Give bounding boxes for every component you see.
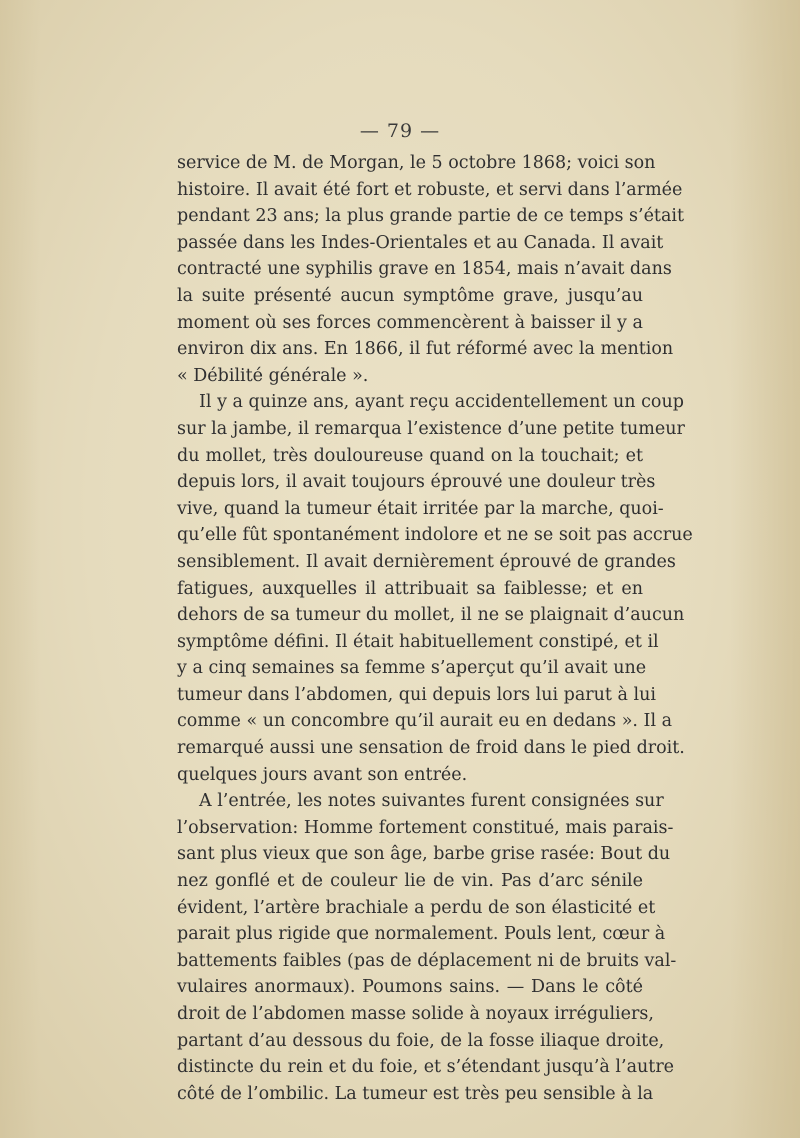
text-line: Il y a quinze ans, ayant reçu accidentellement un coup [199, 392, 684, 413]
text-line: vulaires anormaux). Poumons sains. — Dans le côté [177, 977, 643, 998]
text-line: battements faibles (pas de déplacement ni de bruits val- [177, 950, 677, 971]
text-line: passée dans les Indes-Orientales et au Canada. Il avait [177, 232, 664, 253]
text-line: distincte du rein et du foie, et s’étendant jusqu’à l’autre [177, 1057, 675, 1078]
text-line: partant d’au dessous du foie, de la fosse iliaque droite, [177, 1030, 665, 1051]
text-line: sensiblement. Il avait dernièrement éprouvé de grandes [177, 551, 676, 572]
text-line: moment où ses forces commencèrent à baisser il y a [177, 312, 643, 333]
text-line: la suite présenté aucun symptôme grave, jusqu’au [177, 285, 643, 306]
text-line: fatigues, auxquelles il attribuait sa faiblesse; et en [177, 578, 643, 599]
text-line: parait plus rigide que normalement. Pouls lent, cœur à [177, 924, 666, 945]
text-line: évident, l’artère brachiale a perdu de son élasticité et [177, 897, 656, 918]
text-line: l’observation: Homme fortement constitué, mais parais- [177, 817, 674, 838]
text-line: nez gonflé et de couleur lie de vin. Pas d’arc sénile [177, 871, 643, 892]
text-line: y a cinq semaines sa femme s’aperçut qu’il avait une [177, 658, 647, 679]
page-edge-shading-right [730, 0, 800, 1138]
text-line: qu’elle fût spontanément indolore et ne se soit pas accrue [177, 525, 693, 546]
text-line: sant plus vieux que son âge, barbe grise rasée: Bout du [177, 844, 671, 865]
text-line: symptôme défini. Il était habituellement constipé, et il [177, 631, 659, 652]
text-line: remarqué aussi une sensation de froid dans le pied droit. [177, 738, 685, 759]
text-line: droit de l’abdomen masse solide à noyaux irréguliers, [177, 1004, 654, 1024]
text-line: A l’entrée, les notes suivantes furent consignées sur [199, 791, 664, 812]
text-line: pendant 23 ans; la plus grande partie de ce temps s’était [177, 206, 685, 227]
text-line: service de M. de Morgan, le 5 octobre 1868; voici son [177, 153, 656, 173]
text-line: côté de l’ombilic. La tumeur est très peu sensible à la [177, 1083, 654, 1104]
paragraph [177, 150, 685, 389]
text-line: sur la jambe, il remarqua l’existence d’une petite tumeur [177, 418, 685, 439]
text-line: comme « un concombre qu’il aurait eu en dedans ». Il a [177, 711, 673, 732]
text-line: quelques jours avant son entrée. [177, 764, 468, 785]
text-line: environ dix ans. En 1866, il fut réformé avec la mention [177, 339, 674, 360]
text-line: vive, quand la tumeur était irritée par la marche, quoi- [177, 498, 664, 519]
paragraph [177, 788, 677, 1107]
text-line: histoire. Il avait été fort et robuste, et servi dans l’armée [177, 179, 683, 200]
page-edge-shading-left [0, 0, 40, 1138]
body-text [177, 150, 693, 1107]
paragraph [177, 389, 693, 788]
text-line: tumeur dans l’abdomen, qui depuis lors lui parut à lui [177, 684, 656, 705]
text-line: dehors de sa tumeur du mollet, il ne se plaignait d’aucun [177, 605, 685, 626]
text-line: contracté une syphilis grave en 1854, mais n’avait dans [177, 259, 672, 280]
page-number: — 79 — [359, 120, 441, 142]
text-line: depuis lors, il avait toujours éprouvé une douleur très [177, 472, 656, 493]
text-line: « Débilité générale ». [177, 365, 369, 386]
text-line: du mollet, très douloureuse quand on la touchait; et [177, 445, 643, 466]
